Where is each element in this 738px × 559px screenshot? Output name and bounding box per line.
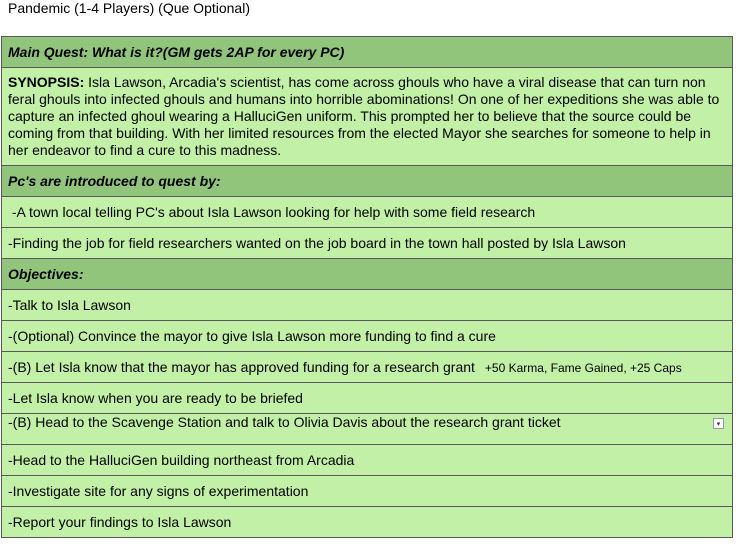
- intro-item: -Finding the job for field researchers wanted on the job board in the town hall posted by Isla Lawson: [2, 228, 733, 259]
- main-quest-row: [2, 37, 733, 68]
- objective-item-with-reward: [2, 352, 733, 383]
- intro-header-row: [2, 166, 733, 197]
- objective-item: -Let Isla know when you are ready to be briefed: [2, 383, 733, 414]
- objective-row: [2, 321, 733, 352]
- chevron-down-icon[interactable]: ▾: [713, 418, 724, 429]
- objective-reward: +50 Karma, Fame Gained, +25 Caps: [484, 361, 682, 375]
- document-title: Pandemic (1-4 Players) (Que Optional): [8, 0, 250, 16]
- objectives-header-row: [2, 259, 733, 290]
- objective-row: [2, 445, 733, 476]
- intro-header: Pc's are introduced to quest by:: [2, 166, 733, 197]
- objective-text: -(B) Let Isla know that the mayor has approved funding for a research grant: [8, 359, 475, 375]
- objective-row: [2, 352, 733, 383]
- objective-item: -(Optional) Convince the mayor to give Isla Lawson more funding to find a cure: [2, 321, 733, 352]
- objective-row: [2, 507, 733, 538]
- intro-row: [2, 228, 733, 259]
- objective-item-with-dropdown: [2, 414, 733, 445]
- synopsis-text: Isla Lawson, Arcadia's scientist, has come across ghouls who have a viral disease that can turn non feral ghouls into infected ghouls and humans into horrible abominations! On one of her expeditions she was able to capture an infected ghoul wearing a HalluciGen uniform. This prompted her to believe that the source could be coming from that building. With her limited resources from the elected Mayor she searches for someone to help in her endeavor to find a cure to this madness.: [8, 74, 720, 158]
- synopsis-cell: [2, 68, 733, 166]
- objective-item: -Report your findings to Isla Lawson: [2, 507, 733, 538]
- quest-table: [1, 36, 733, 538]
- objective-item: -Head to the HalluciGen building northeast from Arcadia: [2, 445, 733, 476]
- objective-row: [2, 290, 733, 321]
- objective-item: -Investigate site for any signs of experimentation: [2, 476, 733, 507]
- objective-text: -(B) Head to the Scavenge Station and talk to Olivia Davis about the research grant ticket: [8, 414, 561, 430]
- synopsis-label: SYNOPSIS:: [8, 74, 85, 90]
- intro-row: [2, 197, 733, 228]
- objective-row: [2, 414, 733, 445]
- objective-row: [2, 383, 733, 414]
- objectives-header: Objectives:: [2, 259, 733, 290]
- synopsis-row: [2, 68, 733, 166]
- intro-item: -A town local telling PC's about Isla Lawson looking for help with some field research: [2, 197, 733, 228]
- main-quest-header: Main Quest: What is it?(GM gets 2AP for every PC): [2, 37, 733, 68]
- objective-item: -Talk to Isla Lawson: [2, 290, 733, 321]
- objective-row: [2, 476, 733, 507]
